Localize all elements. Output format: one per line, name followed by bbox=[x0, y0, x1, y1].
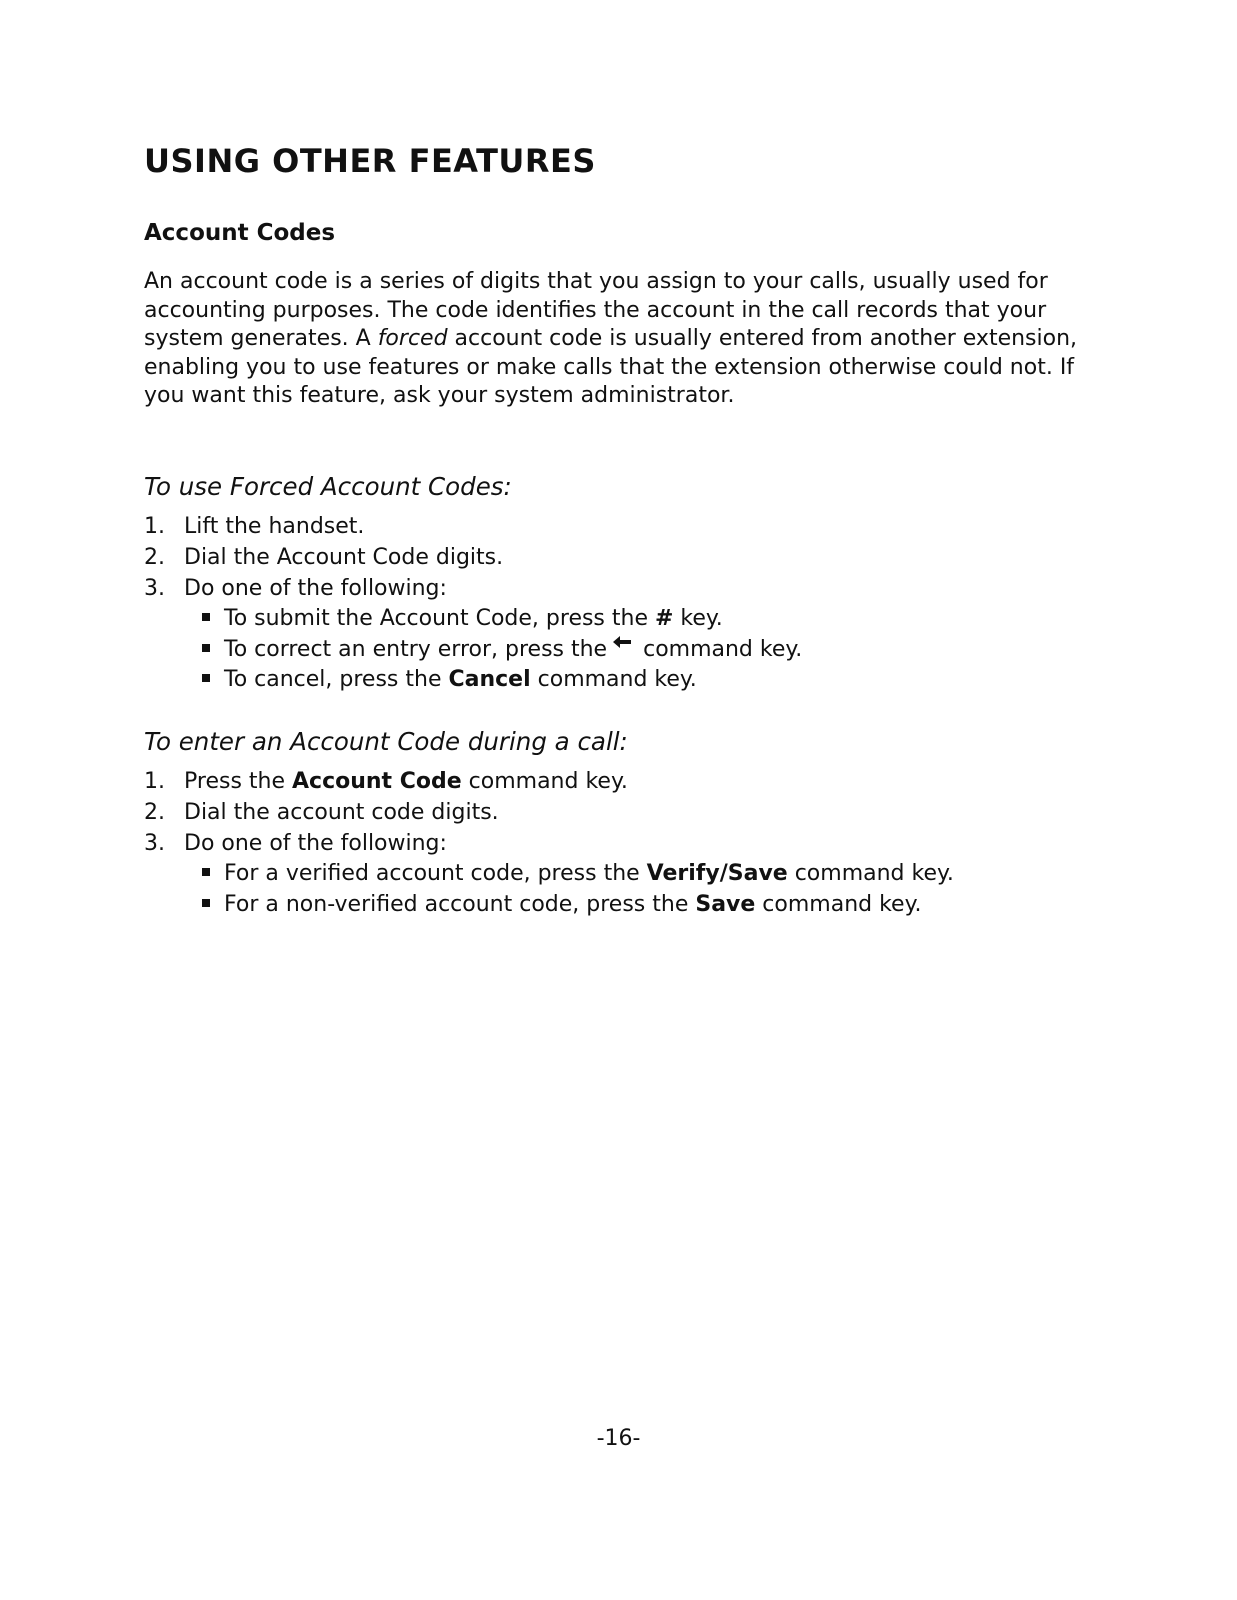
page-number: -16- bbox=[596, 1426, 641, 1451]
list-item bbox=[144, 573, 1104, 604]
forced-steps-list bbox=[144, 511, 1104, 696]
during-call-steps-list bbox=[144, 766, 1104, 920]
step-number: 1. bbox=[144, 769, 165, 794]
bullet-item bbox=[144, 890, 1104, 921]
intro-text-before: An account code is a series of digits that you assign to your calls, usually used for accounting purposes. The code identifies the account in the call records that your system generates. A bbox=[144, 269, 1048, 352]
list-item bbox=[144, 766, 1104, 797]
bullet-bold-term: # bbox=[655, 606, 674, 631]
step-text: Dial the account code digits. bbox=[184, 800, 499, 825]
forced-procedure-heading: To use Forced Account Codes: bbox=[144, 472, 512, 501]
step-text: Do one of the following: bbox=[184, 831, 447, 856]
list-item bbox=[144, 797, 1104, 828]
bullet-bold-term: Verify/Save bbox=[646, 861, 788, 886]
step-number: 2. bbox=[144, 545, 165, 570]
intro-paragraph bbox=[144, 268, 1084, 411]
bullet-text-before: To correct an entry error, press the bbox=[224, 636, 608, 662]
backspace-arrow-icon bbox=[613, 636, 635, 652]
intro-emphasis: forced bbox=[377, 326, 448, 352]
bullet-item bbox=[144, 859, 1104, 890]
bullet-text-after: command key. bbox=[530, 667, 697, 692]
step-number: 1. bbox=[144, 514, 165, 539]
square-bullet-icon bbox=[202, 644, 210, 652]
square-bullet-icon bbox=[202, 674, 210, 682]
step-text-before: Press the bbox=[184, 769, 292, 794]
bullet-item bbox=[144, 665, 1104, 696]
square-bullet-icon bbox=[202, 899, 210, 907]
list-item bbox=[144, 828, 1104, 859]
bullet-text-before: For a non-verified account code, press the bbox=[224, 891, 696, 917]
step-text: Do one of the following: bbox=[184, 576, 447, 601]
square-bullet-icon bbox=[202, 868, 210, 876]
list-item bbox=[144, 542, 1104, 573]
during-call-procedure-heading: To enter an Account Code during a call: bbox=[144, 727, 628, 756]
step-text: Lift the handset. bbox=[184, 514, 365, 539]
square-bullet-icon bbox=[202, 613, 210, 621]
step-number: 2. bbox=[144, 800, 165, 825]
bullet-item bbox=[144, 635, 1104, 666]
bullet-bold-term: Cancel bbox=[448, 667, 531, 692]
list-item bbox=[144, 511, 1104, 542]
page-title: USING OTHER FEATURES bbox=[144, 142, 596, 180]
step-number: 3. bbox=[144, 831, 165, 856]
bullet-text-before: To cancel, press the bbox=[224, 667, 449, 692]
step-number: 3. bbox=[144, 576, 165, 601]
bullet-text-before: To submit the Account Code, press the bbox=[224, 606, 655, 631]
section-heading: Account Codes bbox=[144, 220, 336, 246]
bullet-text-after: command key. bbox=[755, 891, 922, 917]
step-bold-term: Account Code bbox=[292, 769, 462, 794]
bullet-text-after: command key. bbox=[787, 861, 954, 886]
bullet-bold-term: Save bbox=[695, 891, 756, 917]
bullet-text-after: key. bbox=[673, 606, 723, 631]
bullet-text-before: For a verified account code, press the bbox=[224, 861, 647, 886]
intro-text-after: account code is usually entered from another extension, enabling you to use features or make calls that the extension otherwise could not. If you want this feature, ask your system administrator. bbox=[144, 326, 1078, 409]
bullet-text-after: command key. bbox=[643, 636, 803, 662]
step-text: Dial the Account Code digits. bbox=[184, 545, 504, 570]
step-text-after: command key. bbox=[461, 769, 628, 794]
bullet-item bbox=[144, 604, 1104, 635]
